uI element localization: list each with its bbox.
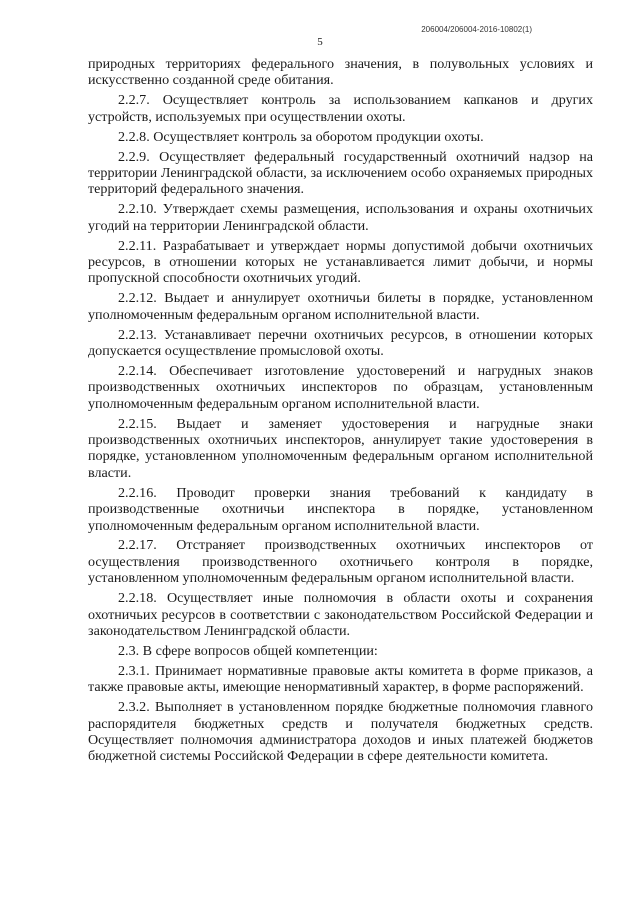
paragraph-2-2-16: 2.2.16. Проводит проверки знания требований к кандидату в производственные охотничьи инспектора в порядке, установленном уполномоченным федеральным органом исполнительной власти.	[88, 484, 593, 534]
paragraph-2-2-8: 2.2.8. Осуществляет контроль за оборотом продукции охоты.	[118, 128, 484, 145]
paragraph-2-2-15: 2.2.15. Выдает и заменяет удостоверения и нагрудные знаки производственных охотничьих инспекторов, аннулирует такие удостоверения в порядке, установленном уполномоченным федеральным органом исполнительной власти.	[88, 415, 593, 481]
paragraph-2-2-14: 2.2.14. Обеспечивает изготовление удостоверений и нагрудных знаков производственных охотничьих инспекторов по образцам, установленным уполномоченным федеральным органом исполнительной власти.	[88, 362, 593, 412]
document-body	[88, 56, 593, 768]
paragraph-2-2-10: 2.2.10. Утверждает схемы размещения, использования и охраны охотничьих угодий на территории Ленинградской области.	[88, 201, 593, 234]
paragraph-2-2-9: 2.2.9. Осуществляет федеральный государственный охотничий надзор на территории Ленинградской области, за исключением особо охраняемых природных территорий федерального значения.	[88, 148, 593, 198]
paragraph-2-2-13: 2.2.13. Устанавливает перечни охотничьих ресурсов, в отношении которых допускается осуществление промысловой охоты.	[88, 326, 593, 359]
paragraph-2-2-18: 2.2.18. Осуществляет иные полномочия в области охоты и сохранения охотничьих ресурсов в соответствии с законодательством Российской Федерации и законодательством Ленинградской области.	[88, 590, 593, 639]
page-number: 5	[317, 36, 323, 48]
paragraph-2-3-2: 2.3.2. Выполняет в установленном порядке бюджетные полномочия главного распорядителя бюджетных средств и получателя бюджетных средств. Осуществляет полномочия администратора доходов и иных платежей бюджетов бюджетной системы Российской Федерации в сфере деятельности комитета.	[88, 699, 593, 765]
document-id: 206004/206004-2016-10802(1)	[421, 25, 532, 34]
paragraph-2-2-17: 2.2.17. Отстраняет производственных охотничьих инспекторов от осуществления производственного охотничьего контроля в порядке, установленном уполномоченным федеральным органом исполнительной власти.	[88, 537, 593, 587]
paragraph-2-3-1: 2.3.1. Принимает нормативные правовые акты комитета в форме приказов, а также правовые акты, имеющие ненормативный характер, в форме распоряжений.	[88, 662, 593, 696]
paragraph-continuation: природных территориях федерального значения, в полувольных условиях и искусственно созданной среде обитания.	[88, 56, 593, 89]
paragraph-2-2-7: 2.2.7. Осуществляет контроль за использованием капканов и других устройств, используемых при осуществлении охоты.	[88, 92, 593, 125]
paragraph-2-2-12: 2.2.12. Выдает и аннулирует охотничьи билеты в порядке, установленном уполномоченным федеральным органом исполнительной власти.	[88, 290, 593, 323]
paragraph-2-2-11: 2.2.11. Разрабатывает и утверждает нормы допустимой добычи охотничьих ресурсов, в отношении которых не устанавливается лимит добычи, и нормы пропускной способности охотничьих угодий.	[88, 237, 593, 287]
paragraph-2-3: 2.3. В сфере вопросов общей компетенции:	[118, 642, 378, 659]
